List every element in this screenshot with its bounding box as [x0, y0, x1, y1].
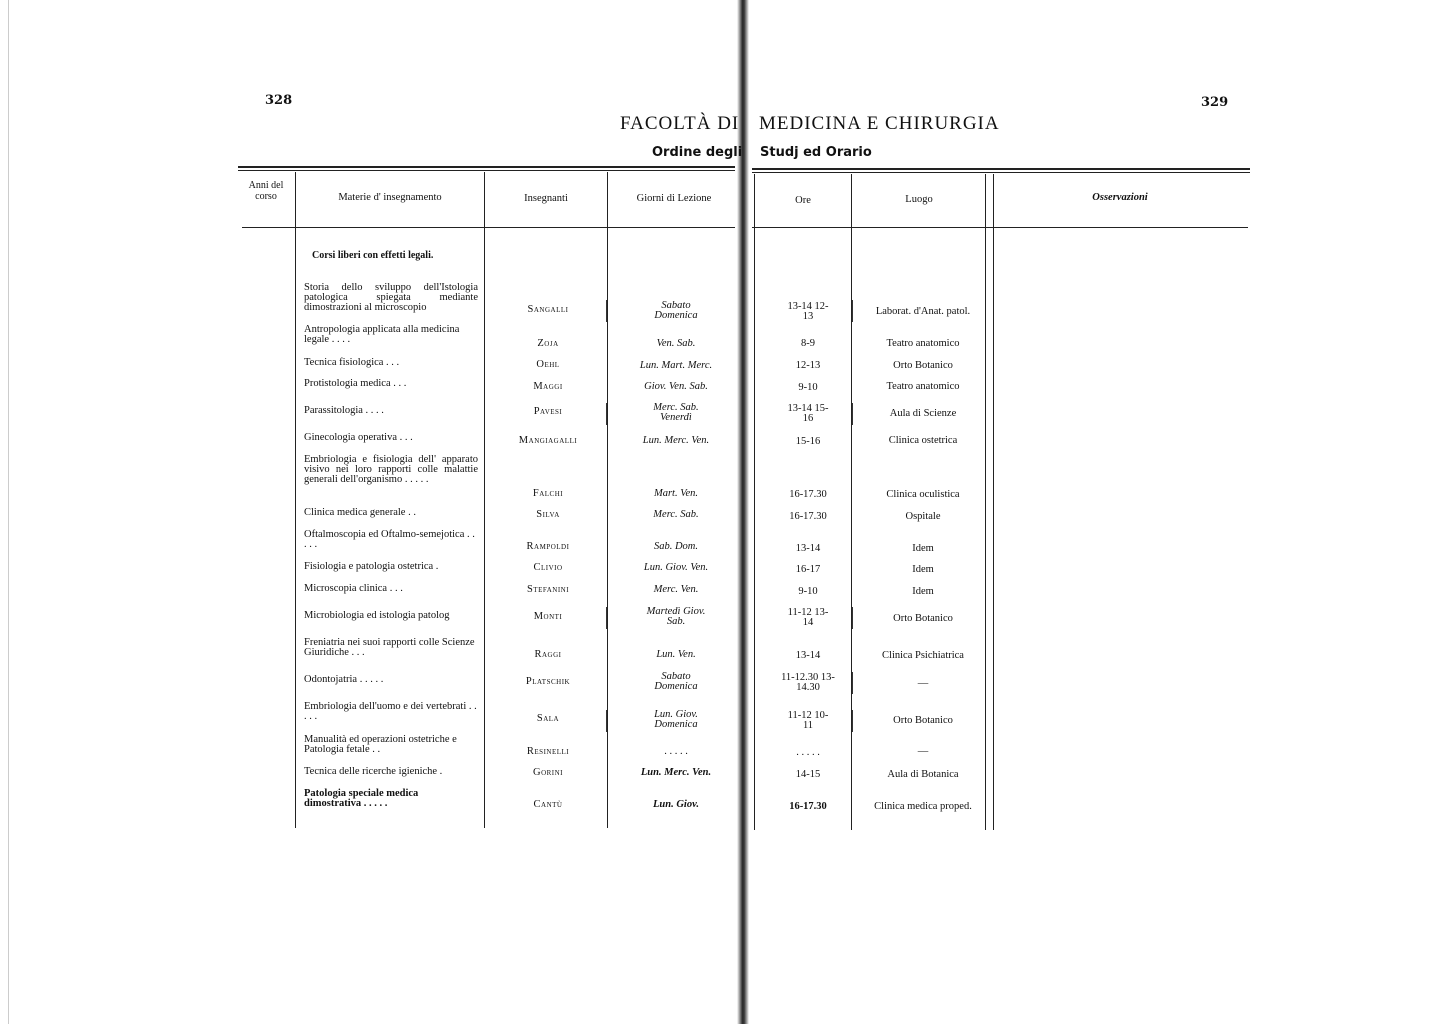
materia-cell: Ginecologia operativa . . .: [304, 432, 413, 443]
giorni-cell: Merc. Ven.: [653, 584, 699, 595]
luogo-cell: Clinica oculistica: [886, 489, 960, 500]
materia-cell: Freniatria nei suoi rapporti colle Scienze Giuridiche . . .: [304, 637, 475, 658]
materia-cell: Parassitologia . . . .: [304, 405, 384, 416]
insegnante-cell: Stefanini: [526, 584, 570, 595]
page-subtitle-right: Studj ed Orario: [760, 145, 872, 160]
header-rule-right: [752, 168, 1250, 170]
giorni-cell: Mart. Ven.: [653, 488, 699, 499]
giorni-cell: Merc. Sab.: [653, 509, 699, 520]
col-divider-materie: [484, 172, 485, 828]
luogo-cell: —: [917, 678, 929, 689]
luogo-cell: Clinica medica proped.: [874, 801, 972, 812]
brace-mark: [606, 403, 610, 425]
giorni-cell: Lun. Merc. Ven.: [640, 767, 712, 778]
giorni-cell: Lun. Mart. Merc.: [639, 360, 713, 371]
luogo-cell: Orto Botanico: [893, 715, 953, 726]
luogo-cell: Aula di Botanica: [887, 769, 959, 780]
materia-cell: Manualità ed operazioni ostetriche e Patologia fetale . .: [304, 734, 457, 755]
giorni-cell: Lun. Merc. Ven.: [642, 435, 710, 446]
col-divider-osservazioni: [993, 174, 994, 830]
ore-cell: 11-12 10-11: [787, 710, 829, 731]
materia-cell: Embriologia e fisiologia dell' apparato visivo nei loro rapporti colle malattie generali dell'organismo . . . . .: [304, 454, 478, 485]
section-title: Corsi liberi con effetti legali.: [312, 250, 434, 261]
insegnante-cell: Sangalli: [527, 304, 569, 315]
ore-cell: 8-9: [801, 338, 815, 349]
brace-mark: [852, 607, 856, 629]
col-divider-luogo: [985, 174, 986, 830]
header-insegnanti: Insegnanti: [524, 193, 568, 204]
materia-cell: Oftalmoscopia ed Oftalmo-semejotica . . . . .: [304, 529, 475, 550]
insegnante-cell: Raggi: [534, 649, 562, 660]
header-bottom-rule-left: [242, 227, 735, 228]
luogo-cell: Idem: [912, 543, 934, 554]
insegnante-cell: Silva: [536, 509, 560, 520]
header-anni: Anni del corso: [248, 180, 284, 202]
insegnante-cell: Zoja: [537, 338, 559, 349]
luogo-cell: —: [917, 746, 929, 757]
brace-mark: [606, 710, 610, 732]
ore-cell: 16-17: [795, 564, 821, 575]
materia-cell: Microbiologia ed istologia patolog: [304, 610, 450, 621]
header-bottom-rule-right: [752, 227, 1248, 228]
ore-cell: 16-17.30: [789, 511, 827, 522]
materia-cell: Odontojatria . . . . .: [304, 674, 384, 685]
materia-cell: Patologia speciale medica dimostrativa . . . . .: [304, 788, 419, 809]
ore-cell: 16-17.30: [789, 489, 827, 500]
giorni-cell: . . . . .: [664, 746, 688, 757]
brace-mark: [852, 710, 856, 732]
ore-cell: 14-15: [795, 769, 821, 780]
luogo-cell: Teatro anatomico: [886, 338, 960, 349]
col-divider-ore-left: [754, 174, 755, 830]
luogo-cell: Ospitale: [905, 511, 941, 522]
ore-cell: 13-14 15-16: [787, 403, 829, 424]
header-rule-left-thin: [238, 170, 735, 171]
luogo-cell: Clinica ostetrica: [888, 435, 958, 446]
materia-cell: Tecnica fisiologica . . .: [304, 357, 400, 368]
giorni-cell: Sab. Dom.: [653, 541, 699, 552]
insegnante-cell: Resinelli: [526, 746, 570, 757]
ore-cell: 11-12 13-14: [787, 607, 829, 628]
luogo-cell: Teatro anatomico: [886, 381, 960, 392]
brace-mark: [606, 607, 610, 629]
luogo-cell: Idem: [912, 564, 934, 575]
giorni-cell: Sabato Domenica: [654, 300, 698, 321]
giorni-cell: Lun. Giov.: [653, 799, 699, 810]
giorni-cell: Martedì Giov. Sab.: [646, 606, 706, 627]
insegnante-cell: Clivio: [533, 562, 563, 573]
insegnante-cell: Rampoldi: [526, 541, 570, 552]
header-luogo: Luogo: [905, 194, 933, 205]
header-osservazioni: Osservazioni: [1092, 192, 1148, 203]
brace-mark: [852, 300, 856, 322]
luogo-cell: Laborat. d'Anat. patol.: [875, 306, 971, 317]
materia-cell: Microscopia clinica . . .: [304, 583, 403, 594]
brace-mark: [852, 672, 856, 694]
materia-cell: Embriologia dell'uomo e dei vertebrati . . . . .: [304, 701, 477, 722]
luogo-cell: Orto Botanico: [893, 360, 953, 371]
ore-cell: 12-13: [795, 360, 821, 371]
insegnante-cell: Oehl: [536, 359, 560, 370]
luogo-cell: Idem: [912, 586, 934, 597]
page-title-left: FACOLTÀ DI: [620, 113, 740, 134]
page-subtitle-left: Ordine degli: [652, 145, 743, 160]
luogo-cell: Aula di Scienze: [889, 408, 957, 419]
insegnante-cell: Monti: [533, 611, 563, 622]
giorni-cell: Merc. Sab. Venerdì: [653, 402, 699, 423]
materia-cell: Protistologia medica . . .: [304, 378, 407, 389]
left-edge-mark: [8, 0, 9, 1024]
header-ore: Ore: [795, 195, 811, 206]
insegnante-cell: Maggi: [533, 381, 563, 392]
brace-mark: [606, 300, 610, 322]
materia-cell: Antropologia applicata alla medicina legale . . . .: [304, 324, 460, 345]
ore-cell: 9-10: [798, 586, 818, 597]
materia-cell: Clinica medica generale . .: [304, 507, 416, 518]
insegnante-cell: Gorini: [532, 767, 564, 778]
page-title-right: MEDICINA E CHIRURGIA: [759, 113, 1000, 134]
insegnante-cell: Sala: [536, 713, 560, 724]
header-materie: Materie d' insegnamento: [338, 192, 442, 203]
ore-cell: 11-12.30 13-14.30: [781, 672, 835, 693]
ore-cell: 13-14 12-13: [787, 301, 829, 322]
insegnante-cell: Cantù: [533, 799, 563, 810]
ore-cell: 15-16: [795, 436, 821, 447]
insegnante-cell: Falchi: [532, 488, 564, 499]
giorni-cell: Lun. Giov. Ven.: [643, 562, 709, 573]
ore-cell: 13-14: [795, 650, 821, 661]
page-number-right: 329: [1201, 95, 1229, 110]
brace-mark: [852, 403, 856, 425]
giorni-cell: Lun. Giov. Domenica: [654, 709, 698, 730]
giorni-cell: Giov. Ven. Sab.: [644, 381, 708, 392]
col-divider-anni: [295, 172, 296, 828]
header-rule-left: [238, 166, 735, 168]
materia-cell: Storia dello sviluppo dell'Istologia patologica spiegata mediante dimostrazioni al microscopio: [304, 282, 478, 313]
materia-cell: Fisiologia e patologia ostetrica .: [304, 561, 439, 572]
giorni-cell: Lun. Ven.: [656, 649, 696, 660]
header-rule-right-thin: [752, 172, 1250, 173]
ore-cell: 9-10: [798, 382, 818, 393]
materia-cell: Tecnica delle ricerche igieniche .: [304, 766, 443, 777]
insegnante-cell: Platschik: [525, 676, 571, 687]
insegnante-cell: Pavesi: [533, 406, 563, 417]
ore-cell: 13-14: [795, 543, 821, 554]
giorni-cell: Ven. Sab.: [656, 338, 696, 349]
insegnante-cell: Mangiagalli: [518, 435, 578, 446]
ore-cell: . . . . .: [796, 747, 820, 758]
luogo-cell: Clinica Psichiatrica: [882, 650, 964, 661]
giorni-cell: Sabato Domenica: [654, 671, 698, 692]
ore-cell: 16-17.30: [789, 801, 827, 812]
header-giorni: Giorni di Lezione: [636, 193, 712, 204]
luogo-cell: Orto Botanico: [893, 613, 953, 624]
page-number-left: 328: [265, 93, 293, 108]
